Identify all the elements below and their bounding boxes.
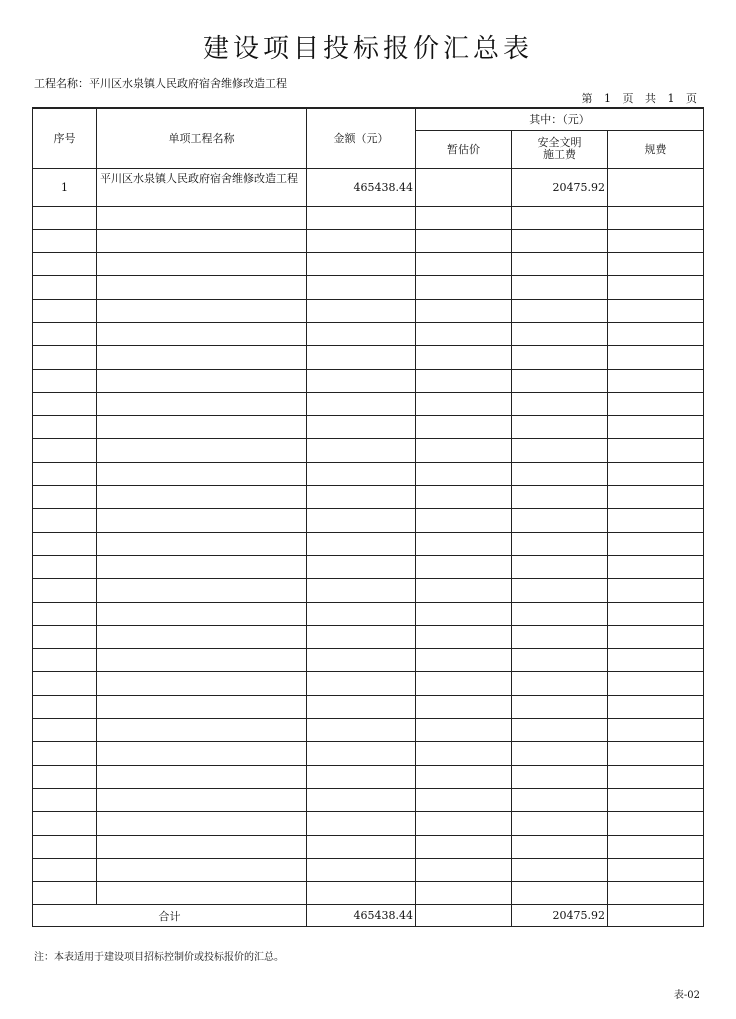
empty-cell — [97, 299, 307, 322]
empty-cell — [97, 625, 307, 648]
empty-cell — [33, 276, 97, 299]
empty-cell — [608, 555, 704, 578]
total-row — [33, 905, 704, 927]
empty-cell — [416, 555, 512, 578]
empty-cell — [416, 719, 512, 742]
empty-cell — [307, 625, 416, 648]
header-row-1 — [33, 108, 704, 130]
empty-cell — [416, 253, 512, 276]
empty-cell — [307, 322, 416, 345]
empty-cell — [512, 882, 608, 905]
empty-cell — [33, 206, 97, 229]
empty-cell — [608, 532, 704, 555]
empty-cell — [33, 812, 97, 835]
empty-row — [33, 462, 704, 485]
empty-cell — [512, 346, 608, 369]
empty-cell — [608, 322, 704, 345]
empty-cell — [608, 509, 704, 532]
empty-cell — [97, 322, 307, 345]
empty-cell — [512, 695, 608, 718]
empty-cell — [307, 486, 416, 509]
empty-cell — [33, 649, 97, 672]
empty-cell — [307, 392, 416, 415]
empty-row — [33, 649, 704, 672]
empty-row — [33, 672, 704, 695]
empty-cell — [97, 462, 307, 485]
empty-cell — [608, 392, 704, 415]
empty-row — [33, 253, 704, 276]
empty-row — [33, 439, 704, 462]
empty-row — [33, 509, 704, 532]
empty-cell — [416, 672, 512, 695]
empty-row — [33, 369, 704, 392]
empty-row — [33, 695, 704, 718]
project-name-block — [34, 78, 294, 90]
empty-cell — [416, 276, 512, 299]
empty-cell — [307, 695, 416, 718]
empty-cell — [307, 229, 416, 252]
empty-cell — [608, 812, 704, 835]
empty-cell — [512, 602, 608, 625]
empty-cell — [307, 882, 416, 905]
header-safety — [512, 130, 608, 168]
empty-cell — [33, 229, 97, 252]
empty-cell — [33, 462, 97, 485]
empty-cell — [608, 486, 704, 509]
total-fees — [608, 905, 704, 927]
empty-cell — [512, 858, 608, 881]
empty-row — [33, 858, 704, 881]
empty-cell — [608, 253, 704, 276]
empty-cell — [33, 555, 97, 578]
empty-cell — [608, 719, 704, 742]
empty-cell — [97, 579, 307, 602]
empty-cell — [307, 532, 416, 555]
empty-cell — [608, 602, 704, 625]
empty-cell — [307, 602, 416, 625]
empty-cell — [608, 742, 704, 765]
empty-cell — [512, 229, 608, 252]
empty-cell — [33, 299, 97, 322]
empty-cell — [608, 835, 704, 858]
project-name-label: 工程名称： — [34, 77, 89, 90]
empty-row — [33, 276, 704, 299]
empty-cell — [416, 532, 512, 555]
empty-cell — [33, 719, 97, 742]
empty-cell — [608, 206, 704, 229]
empty-cell — [33, 322, 97, 345]
empty-cell — [416, 649, 512, 672]
empty-cell — [512, 416, 608, 439]
empty-cell — [97, 416, 307, 439]
empty-cell — [416, 882, 512, 905]
empty-cell — [512, 765, 608, 788]
empty-cell — [307, 509, 416, 532]
total-label: 合计 — [33, 905, 307, 927]
empty-cell — [416, 322, 512, 345]
header-seq: 序号 — [33, 108, 97, 168]
empty-cell — [307, 812, 416, 835]
empty-cell — [307, 858, 416, 881]
table-row — [33, 168, 704, 206]
empty-cell — [33, 346, 97, 369]
empty-cell — [307, 555, 416, 578]
empty-cell — [608, 579, 704, 602]
empty-cell — [307, 742, 416, 765]
empty-cell — [33, 369, 97, 392]
empty-cell — [97, 649, 307, 672]
empty-cell — [512, 555, 608, 578]
empty-row — [33, 812, 704, 835]
empty-cell — [307, 439, 416, 462]
row-fees — [608, 168, 704, 206]
empty-cell — [608, 765, 704, 788]
empty-cell — [97, 253, 307, 276]
row-name: 平川区水泉镇人民政府宿舍维修改造工程 — [97, 168, 307, 206]
empty-cell — [416, 416, 512, 439]
empty-cell — [608, 625, 704, 648]
empty-cell — [608, 462, 704, 485]
empty-cell — [97, 719, 307, 742]
empty-cell — [97, 695, 307, 718]
empty-cell — [33, 253, 97, 276]
empty-cell — [608, 672, 704, 695]
empty-cell — [512, 649, 608, 672]
empty-cell — [512, 625, 608, 648]
empty-cell — [33, 672, 97, 695]
empty-row — [33, 229, 704, 252]
empty-cell — [608, 695, 704, 718]
empty-cell — [307, 765, 416, 788]
empty-cell — [97, 346, 307, 369]
empty-cell — [97, 812, 307, 835]
row-provisional — [416, 168, 512, 206]
empty-cell — [512, 719, 608, 742]
empty-cell — [33, 392, 97, 415]
empty-cell — [416, 229, 512, 252]
empty-cell — [307, 299, 416, 322]
empty-cell — [608, 369, 704, 392]
empty-cell — [97, 532, 307, 555]
empty-cell — [416, 858, 512, 881]
empty-cell — [33, 742, 97, 765]
empty-cell — [33, 835, 97, 858]
empty-cell — [307, 462, 416, 485]
empty-cell — [608, 788, 704, 811]
empty-cell — [512, 509, 608, 532]
empty-row — [33, 719, 704, 742]
document-title: 建设项目投标报价汇总表 — [202, 34, 533, 64]
empty-row — [33, 555, 704, 578]
empty-cell — [608, 229, 704, 252]
table-note: 注：本表适用于建设项目招标控制价或投标报价的汇总。 — [34, 952, 284, 963]
empty-cell — [608, 276, 704, 299]
empty-cell — [608, 416, 704, 439]
empty-cell — [33, 695, 97, 718]
empty-cell — [512, 672, 608, 695]
empty-row — [33, 346, 704, 369]
empty-cell — [97, 229, 307, 252]
empty-cell — [512, 788, 608, 811]
empty-cell — [33, 625, 97, 648]
empty-cell — [416, 462, 512, 485]
header-safety-line2: 施工费 — [543, 148, 576, 161]
empty-row — [33, 579, 704, 602]
empty-cell — [33, 509, 97, 532]
header-name: 单项工程名称 — [97, 108, 307, 168]
empty-cell — [97, 486, 307, 509]
empty-cell — [307, 346, 416, 369]
empty-cell — [512, 276, 608, 299]
empty-cell — [97, 672, 307, 695]
empty-cell — [416, 602, 512, 625]
empty-cell — [307, 579, 416, 602]
empty-cell — [307, 649, 416, 672]
empty-cell — [307, 416, 416, 439]
empty-cell — [97, 439, 307, 462]
empty-cell — [307, 369, 416, 392]
row-amount: 465438.44 — [307, 168, 416, 206]
empty-cell — [97, 882, 307, 905]
empty-row — [33, 206, 704, 229]
empty-cell — [416, 788, 512, 811]
header-among: 其中：（元） — [416, 108, 704, 130]
empty-cell — [307, 835, 416, 858]
empty-cell — [416, 765, 512, 788]
total-amount: 465438.44 — [307, 905, 416, 927]
header-amount: 金额（元） — [307, 108, 416, 168]
empty-cell — [97, 742, 307, 765]
empty-row — [33, 602, 704, 625]
empty-row — [33, 416, 704, 439]
empty-cell — [97, 392, 307, 415]
empty-row — [33, 742, 704, 765]
empty-cell — [512, 322, 608, 345]
empty-cell — [33, 579, 97, 602]
empty-row — [33, 625, 704, 648]
empty-cell — [33, 416, 97, 439]
empty-cell — [33, 858, 97, 881]
empty-cell — [307, 206, 416, 229]
empty-cell — [608, 346, 704, 369]
empty-cell — [512, 299, 608, 322]
header-fees: 规费 — [608, 130, 704, 168]
empty-cell — [97, 765, 307, 788]
empty-cell — [512, 532, 608, 555]
empty-cell — [512, 369, 608, 392]
empty-cell — [416, 439, 512, 462]
form-id: 表-02 — [673, 990, 700, 1001]
empty-cell — [97, 858, 307, 881]
empty-cell — [512, 439, 608, 462]
empty-cell — [416, 812, 512, 835]
empty-cell — [307, 253, 416, 276]
row-safety: 20475.92 — [512, 168, 608, 206]
empty-cell — [97, 206, 307, 229]
empty-row — [33, 299, 704, 322]
empty-cell — [608, 882, 704, 905]
total-safety: 20475.92 — [512, 905, 608, 927]
empty-cell — [97, 555, 307, 578]
empty-row — [33, 532, 704, 555]
empty-cell — [512, 206, 608, 229]
empty-cell — [416, 369, 512, 392]
total-provisional — [416, 905, 512, 927]
empty-cell — [33, 602, 97, 625]
empty-cell — [33, 765, 97, 788]
empty-cell — [307, 719, 416, 742]
header-provisional: 暂估价 — [416, 130, 512, 168]
empty-cell — [608, 649, 704, 672]
empty-cell — [416, 695, 512, 718]
empty-cell — [512, 253, 608, 276]
empty-cell — [416, 299, 512, 322]
empty-cell — [307, 672, 416, 695]
empty-cell — [307, 788, 416, 811]
empty-row — [33, 882, 704, 905]
empty-row — [33, 835, 704, 858]
empty-cell — [97, 788, 307, 811]
empty-cell — [416, 509, 512, 532]
empty-cell — [33, 486, 97, 509]
empty-cell — [97, 602, 307, 625]
summary-table — [32, 107, 704, 927]
empty-cell — [33, 788, 97, 811]
empty-cell — [97, 835, 307, 858]
empty-cell — [97, 509, 307, 532]
empty-row — [33, 322, 704, 345]
empty-cell — [307, 276, 416, 299]
empty-row — [33, 486, 704, 509]
empty-cell — [512, 742, 608, 765]
empty-cell — [416, 625, 512, 648]
empty-cell — [416, 579, 512, 602]
page-info: 第 1 页 共 1 页 — [581, 92, 698, 105]
empty-cell — [33, 532, 97, 555]
empty-cell — [512, 835, 608, 858]
empty-cell — [608, 439, 704, 462]
empty-cell — [512, 462, 608, 485]
empty-row — [33, 765, 704, 788]
empty-cell — [608, 299, 704, 322]
empty-cell — [33, 882, 97, 905]
row-seq: 1 — [33, 168, 97, 206]
empty-cell — [416, 486, 512, 509]
empty-cell — [416, 835, 512, 858]
empty-cell — [512, 812, 608, 835]
empty-cell — [512, 579, 608, 602]
empty-cell — [416, 346, 512, 369]
header-safety-line1: 安全文明 — [537, 136, 582, 149]
empty-row — [33, 788, 704, 811]
empty-cell — [608, 858, 704, 881]
empty-cell — [416, 206, 512, 229]
empty-cell — [33, 439, 97, 462]
empty-cell — [97, 276, 307, 299]
empty-cell — [416, 742, 512, 765]
empty-row — [33, 392, 704, 415]
empty-cell — [512, 392, 608, 415]
empty-cell — [97, 369, 307, 392]
empty-cell — [416, 392, 512, 415]
empty-cell — [512, 486, 608, 509]
project-name-value: 平川区水泉镇人民政府宿舍维修改造工程 — [89, 77, 287, 90]
